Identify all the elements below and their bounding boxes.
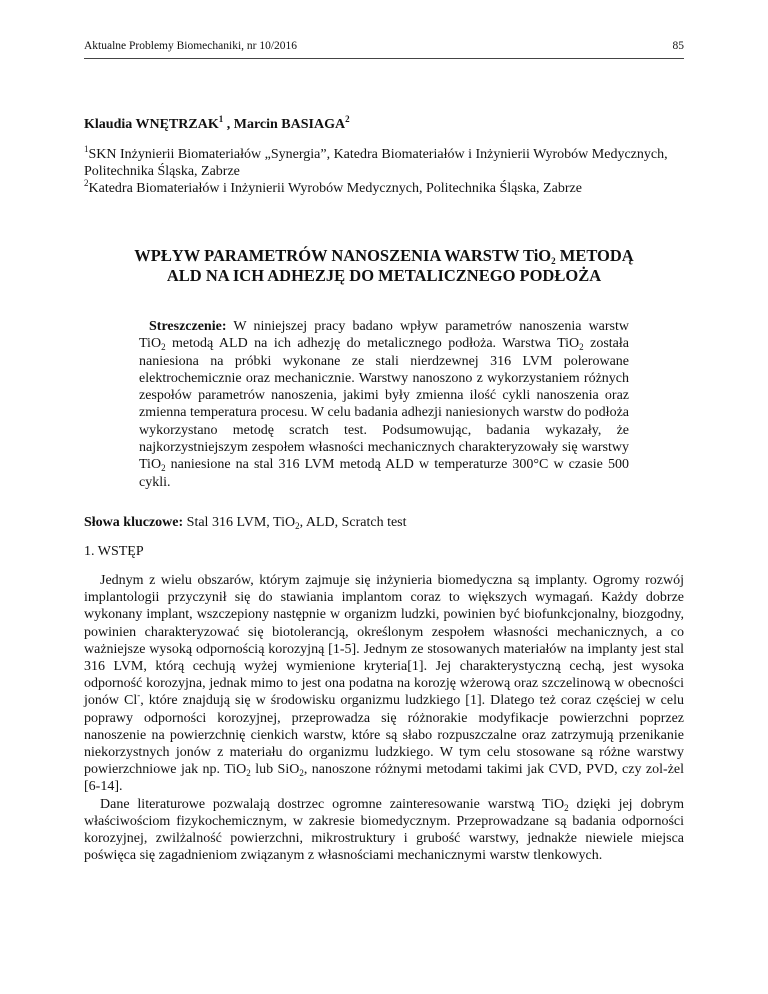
affiliation-1-marker: 1 (84, 144, 89, 154)
section-heading: 1. WSTĘP (84, 544, 144, 559)
p1-text-a: Jednym z wielu obszarów, którym zajmuje się inżynieria biomedyczna są implanty. Ogromy rozwój implantologii przyczynił się do stawiania implantom coraz to większych wymagań. Każdy dobrze wykonany implant, wszczepiony następnie w organizm ludzki, powinien być biofunkcjonalny, biozgodny, powinien charakteryzować się biotolerancją, określonym zespołem własności mechanicznych, a co ważniejsze wysoką odpornością korozyjną [1-5]. Jednym ze stosowanych materiałów na implanty jest stal 316 LVM, którą cechują wyżej wymienione kryteria[1]. Jej charakterystyczną cechą, jest wysoka odporność korozyjna, jednak mimo to jest ona podatna na korozję wżerową oraz szczelinową w obecności jonów Cl (84, 573, 684, 709)
title-line-1-text: WPŁYW PARAMETRÓW NANOSZENIA WARSTW TiO (134, 246, 552, 265)
abstract-text-4: naniesione na stal 316 LVM metodą ALD w temperaturze 300°C w czasie 500 cykli. (139, 457, 629, 490)
author-1-affil-marker: 1 (218, 114, 224, 124)
header-rule (84, 58, 684, 59)
running-header (84, 40, 684, 60)
abstract-text-3: została naniesiona na próbki wykonane ze stali nierdzewnej 316 LVM polerowane elektrochemicznie oraz mechanicznie. Warstwy nanoszono z wykorzystaniem różnych zespołów parametrów nanoszenia, jakimi były zmienna ilość cykli nanoszenia oraz zmienna temperatura procesu. W celu badania adhezji naniesionych warstw do podłoża wykorzystano metodę scratch test. Podsumowując, badania wykazały, że najkorzystniejszym zespołem własności mechanicznych charakteryzowały się warstwy TiO (139, 336, 629, 473)
author-separator: , (223, 117, 234, 132)
body-paragraph-2 (84, 796, 684, 865)
title-line-2: ALD NA ICH ADHEZJĘ DO METALICZNEGO PODŁOŻA (166, 266, 602, 285)
title-line-1-end: METODĄ (555, 246, 634, 265)
authors-line (84, 114, 350, 133)
journal-title: Aktualne Problemy Biomechaniki, nr 10/2016 (84, 40, 298, 52)
abstract-sub-3: 2 (161, 463, 166, 474)
keywords-text-1: Stal 316 LVM, TiO (183, 515, 296, 530)
p1-text-c: lub SiO (250, 762, 300, 778)
affiliation-2 (84, 180, 684, 197)
p1-text-d: , nanoszone różnymi metodami takimi jak CVD, PVD, czy zol-żel [6-14]. (84, 762, 684, 795)
keywords-label: Słowa kluczowe: (84, 515, 184, 530)
body-paragraph-1 (84, 572, 684, 796)
p1-sub-1: 2 (246, 768, 251, 779)
body-text (84, 572, 684, 864)
paper-title (84, 246, 684, 286)
author-1: Klaudia WNĘTRZAK (84, 117, 219, 132)
abstract-text-2: metodą ALD na ich adhezję do metalicznego podłoża. Warstwa TiO (165, 336, 580, 352)
author-2-affil-marker: 2 (345, 114, 350, 124)
keywords-text-2: , ALD, Scratch test (299, 515, 407, 530)
p2-text-b: dzięki jej dobrym właściwościom fizykochemicznym, w zakresie biomedycznym. Przeprowadzane są badania odporności korozyjnej, zwilżalność powierzchni, mikrostruktury i grubość warstwy, jednakże niewiele miejsca poświęca się zagadnieniom związanym z własnościami mechanicznymi warstw tlenkowych. (84, 796, 684, 864)
affiliation-2-marker: 2 (84, 178, 89, 188)
affiliation-2-text: Katedra Biomateriałów i Inżynierii Wyrobów Medycznych, Politechnika Śląska, Zabrze (88, 181, 582, 196)
abstract (139, 318, 629, 491)
p2-sub: 2 (564, 802, 569, 813)
abstract-label: Streszczenie: (149, 319, 227, 334)
author-2: Marcin BASIAGA (233, 117, 346, 132)
abstract-text-1: W niniejszej pracy badano wpływ parametrów nanoszenia warstw TiO (139, 319, 629, 352)
title-subscript: 2 (551, 256, 556, 266)
keywords-sub: 2 (295, 521, 300, 531)
title-line-1 (84, 246, 684, 266)
p1-sup: - (137, 690, 141, 701)
abstract-sub-1: 2 (161, 342, 166, 353)
affiliation-1-text: SKN Inżynierii Biomateriałów „Synergia”, Katedra Biomateriałów i Inżynierii Wyrobów Medycznych, Politechnika Śląska, Zabrze (84, 147, 668, 179)
affiliations (84, 146, 684, 197)
p1-sub-2: 2 (299, 768, 304, 779)
keywords (84, 515, 407, 531)
p2-text-a: Dane literaturowe pozwalają dostrzec ogromne zainteresowanie warstwą TiO (100, 796, 565, 812)
page-number: 85 (672, 40, 684, 52)
abstract-sub-2: 2 (579, 342, 584, 353)
affiliation-1 (84, 146, 684, 180)
p1-text-b: , które znajdują się w środowisku organizmu ludzkiego [1]. Dlatego też coraz częściej w celu poprawy odporności korozyjnej, przeprowadza się różnorakie modyfikacje powierzchni poprzez nanoszenie na powierzchnię cienkich warstw, które są słabo rozpuszczalne oraz zatrzymują przenikanie niekorzystnych jonów z materiału do organizmu ludzkiego. W tym celu stosowane są różne warstwy powierzchniowe jak np. TiO (84, 693, 684, 778)
